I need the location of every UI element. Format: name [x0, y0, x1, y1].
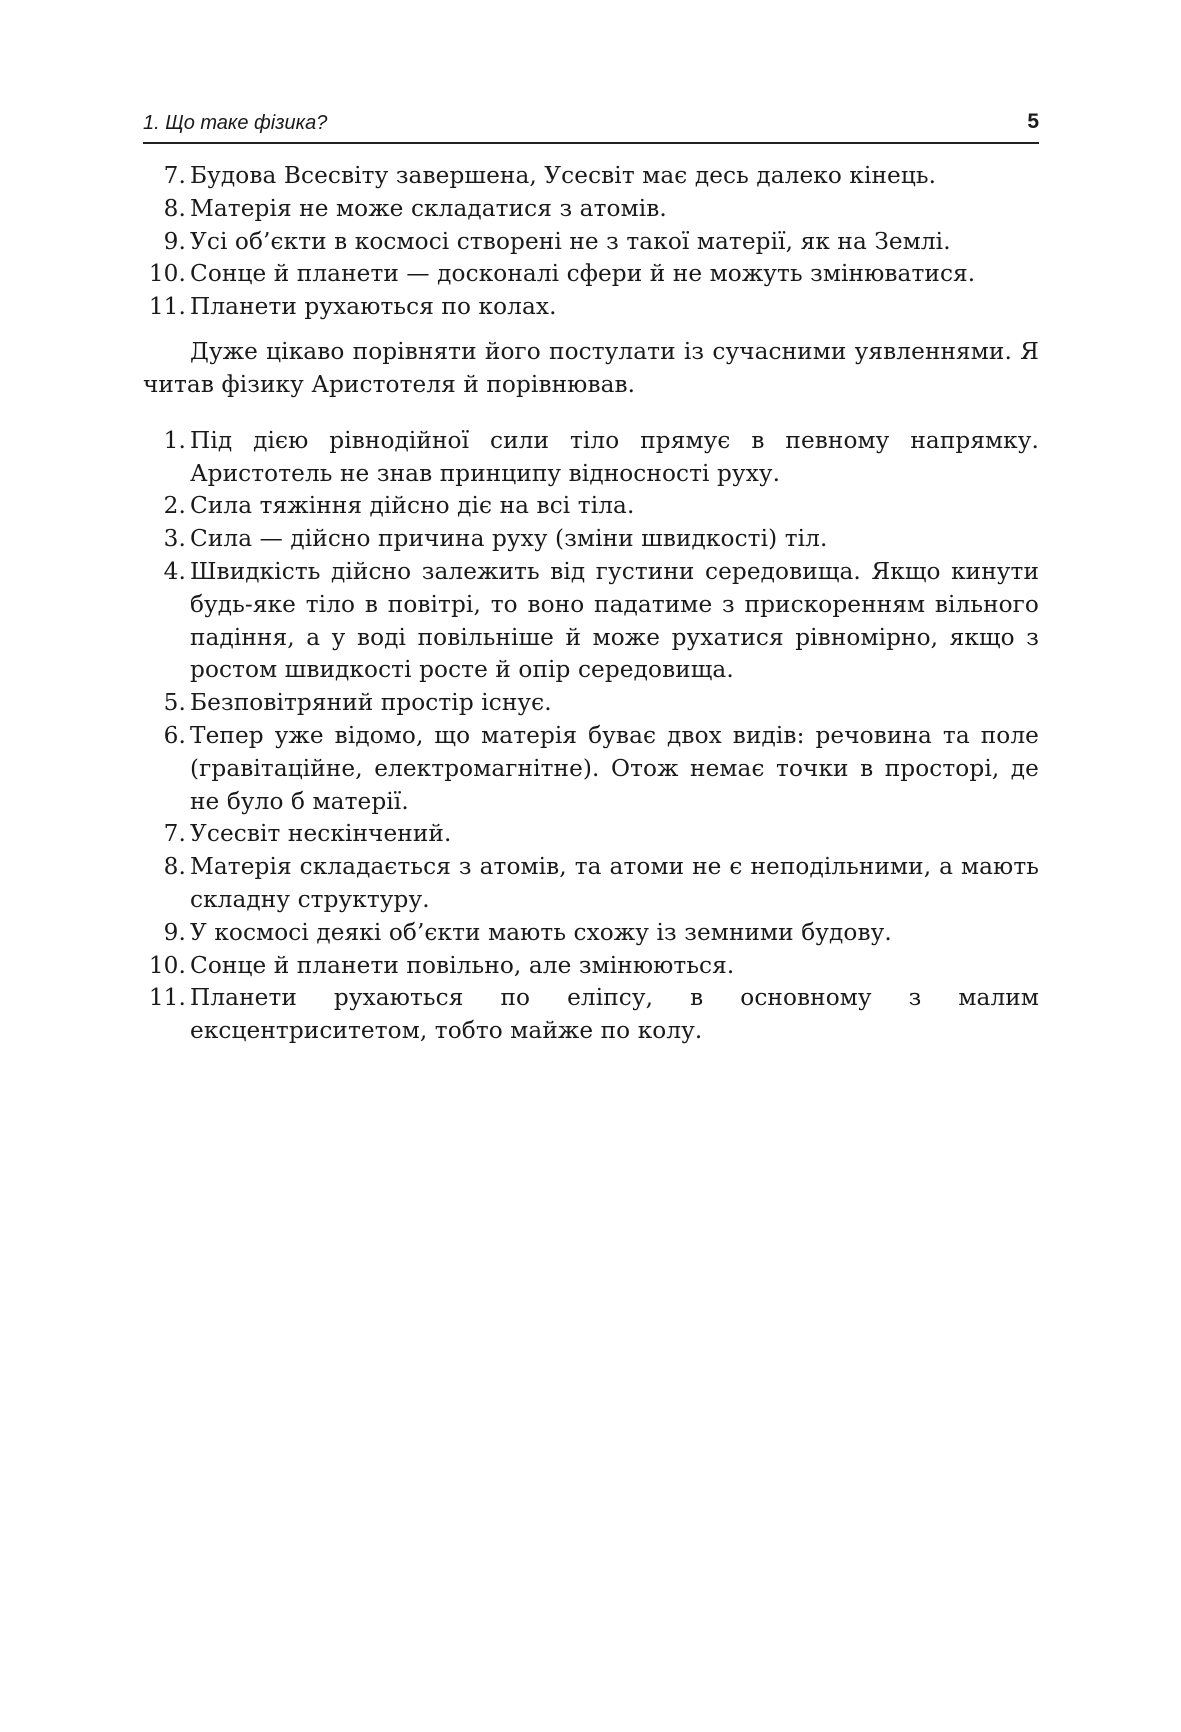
list-item — [143, 556, 1039, 687]
item-text: Під дією рівнодійної сили тіло прямує в певному напрямку. Аристотель не знав принципу відносності руху. — [190, 426, 1039, 487]
item-number: 1. — [163, 426, 186, 454]
item-number: 5. — [163, 689, 186, 717]
item-number: 10. — [148, 951, 186, 979]
item-text: Усі об’єкти в космосі створені не з такої матерії, як на Землі. — [190, 227, 951, 255]
list-item — [143, 917, 1039, 950]
list-item — [143, 193, 1039, 226]
list-item — [143, 818, 1039, 851]
list-item — [143, 160, 1039, 193]
list-item — [143, 291, 1039, 324]
item-text: Тепер уже відомо, що матерія буває двох видів: речовина та поле (гравітаційне, електромагнітне). Отож немає точки в просторі, де не було б матерії. — [190, 721, 1039, 815]
list-item — [143, 982, 1039, 1048]
item-number: 11. — [148, 293, 186, 321]
item-text: У космосі деякі об’єкти мають схожу із земними будову. — [190, 918, 892, 946]
item-text: Матерія не може складатися з атомів. — [190, 194, 667, 222]
chapter-title: 1. Що таке фізика? — [143, 112, 328, 134]
item-text: Планети рухаються по колах. — [190, 293, 557, 321]
item-number: 8. — [163, 853, 186, 881]
item-number: 9. — [163, 227, 186, 255]
item-text: Матерія складається з атомів, та атоми не є неподільними, а мають складну структуру. — [190, 853, 1039, 913]
list-item — [143, 490, 1039, 523]
item-text: Усесвіт нескінчений. — [190, 820, 452, 848]
page-number: 5 — [1027, 110, 1039, 133]
list-item — [143, 425, 1039, 491]
running-header — [143, 106, 1039, 144]
item-text: Сила тяжіння дійсно діє на всі тіла. — [190, 492, 635, 520]
item-text: Безповітряний простір існує. — [190, 689, 552, 717]
item-text: Сонце й планети повільно, але змінюються. — [190, 951, 735, 979]
item-number: 3. — [163, 525, 186, 553]
list-item — [143, 226, 1039, 259]
item-number: 2. — [163, 492, 186, 520]
item-number: 9. — [163, 918, 186, 946]
list-item — [143, 258, 1039, 291]
item-number: 7. — [163, 162, 186, 189]
comparison-paragraph: Дуже цікаво порівняти його постулати із сучасними уявленнями. Я читав фізику Аристотеля й порівнював. — [143, 337, 1039, 398]
list-item — [143, 687, 1039, 720]
modern-views-list — [143, 425, 1039, 1048]
item-text: Будова Всесвіту завершена, Усесвіт має десь далеко кінець. — [190, 162, 937, 189]
body-text — [143, 160, 1039, 1048]
item-number: 6. — [163, 721, 186, 749]
list-item — [143, 523, 1039, 556]
list-item — [143, 950, 1039, 983]
item-number: 8. — [163, 194, 186, 222]
aristotle-postulates-list — [143, 160, 1039, 324]
item-text: Планети рухаються по еліпсу, в основному з малим ексцентриситетом, тобто майже по колу. — [190, 984, 1039, 1045]
list-item — [143, 720, 1039, 818]
list-item — [143, 851, 1039, 917]
item-text: Швидкість дійсно залежить від густини середовища. Якщо кинути будь-яке тіло в повітрі, то воно падатиме з прискоренням вільного падіння, а у воді повільніше й може рухатися рівномірно, якщо з ростом швидкості росте й опір середовища. — [190, 557, 1039, 684]
item-number: 10. — [148, 260, 186, 288]
item-number: 11. — [148, 984, 186, 1012]
item-text: Сила — дійсно причина руху (зміни швидкості) тіл. — [190, 525, 828, 553]
item-number: 4. — [163, 557, 186, 585]
item-number: 7. — [163, 820, 186, 848]
item-text: Сонце й планети — досконалі сфери й не можуть змінюватися. — [190, 260, 976, 288]
